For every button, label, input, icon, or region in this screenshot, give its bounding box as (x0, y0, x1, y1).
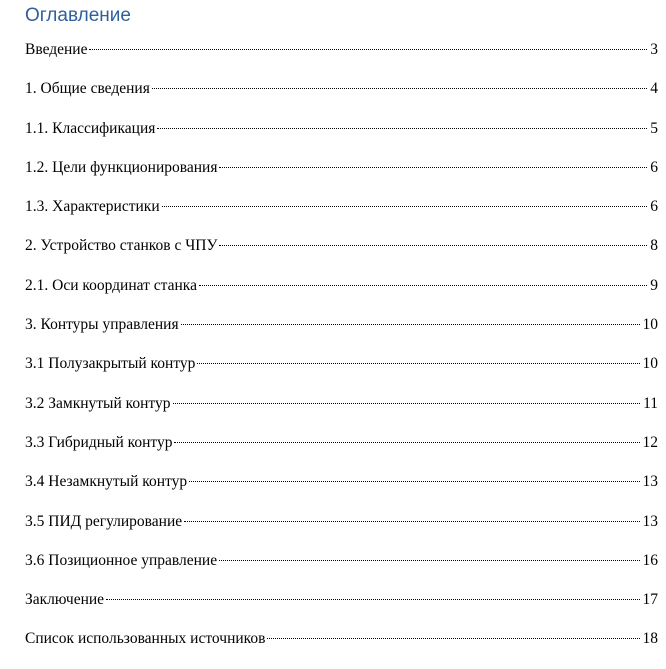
toc-entry-title: 3.2 Замкнутый контур (25, 394, 171, 412)
toc-entry-page: 10 (642, 355, 658, 373)
toc-entry-title: 3. Контуры управления (25, 316, 179, 334)
toc-entry-introduction[interactable] (25, 40, 658, 79)
toc-entry-page: 3 (650, 41, 658, 58)
toc-entry-title: 3.6 Позиционное управление (25, 551, 218, 569)
toc-entry-page: 17 (642, 591, 658, 609)
toc-entry-page: 18 (642, 630, 658, 648)
toc-entry-positional-control[interactable] (25, 551, 658, 590)
toc-entry-title: 1.3. Характеристики (25, 198, 160, 216)
toc-entry-title: 3.4 Незамкнутый контур (25, 473, 188, 491)
toc-entry-semi-closed-loop[interactable] (25, 354, 658, 393)
toc-entry-cnc-structure[interactable] (25, 236, 658, 275)
toc-entry-closed-loop[interactable] (25, 394, 658, 433)
toc-entry-page: 5 (650, 119, 658, 137)
toc-heading: Оглавление (25, 5, 131, 26)
toc-entry-general-info[interactable] (25, 79, 658, 118)
dot-leader (184, 521, 639, 522)
toc-entry-title: Список использованных источников (25, 630, 266, 648)
dot-leader (199, 285, 647, 286)
toc-entry-title: 1. Общие сведения (25, 80, 150, 98)
toc-entry-control-loops[interactable] (25, 315, 658, 354)
toc-entry-page: 6 (650, 198, 658, 216)
toc-entry-page: 8 (650, 237, 658, 255)
toc-entry-page: 16 (642, 551, 658, 569)
toc-entry-references[interactable] (25, 629, 658, 668)
toc-entry-page: 9 (650, 276, 658, 294)
toc-entry-page: 12 (642, 433, 658, 451)
toc-entry-classification[interactable] (25, 119, 658, 158)
toc-entry-pid[interactable] (25, 512, 658, 551)
dot-leader (174, 442, 639, 443)
toc-entry-characteristics[interactable] (25, 197, 658, 236)
toc-entry-hybrid-loop[interactable] (25, 433, 658, 472)
dot-leader (152, 88, 647, 89)
toc-entry-page: 11 (643, 394, 658, 412)
dot-leader (189, 481, 639, 482)
toc-entry-title: 3.3 Гибридный контур (25, 433, 173, 451)
dot-leader (106, 599, 639, 600)
dot-leader (197, 363, 639, 364)
dot-leader (181, 324, 640, 325)
toc-entry-title: 3.1 Полузакрытый контур (25, 355, 196, 373)
toc-entry-page: 6 (650, 158, 658, 176)
toc-entry-title: Заключение (25, 591, 105, 609)
toc-entry-page: 10 (642, 316, 658, 334)
toc-entry-title: 3.5 ПИД регулирование (25, 512, 183, 530)
toc-entry-axes[interactable] (25, 276, 658, 315)
dot-leader (157, 128, 647, 129)
toc-entry-title: 2.1. Оси координат станка (25, 276, 197, 294)
toc-entry-page: 13 (642, 512, 658, 530)
dot-leader (219, 167, 647, 168)
dot-leader (162, 206, 648, 207)
toc-entry-page: 13 (642, 473, 658, 491)
dot-leader (173, 403, 641, 404)
toc-entry-open-loop[interactable] (25, 472, 658, 511)
toc-entry-page: 4 (650, 80, 658, 98)
toc-entry-conclusion[interactable] (25, 590, 658, 629)
table-of-contents (25, 40, 658, 669)
dot-leader (89, 49, 647, 50)
toc-entry-title: Введение (25, 41, 88, 58)
toc-entry-title: 2. Устройство станков с ЧПУ (25, 237, 218, 255)
toc-entry-title: 1.1. Классификация (25, 119, 156, 137)
toc-entry-goals[interactable] (25, 158, 658, 197)
dot-leader (267, 638, 639, 639)
dot-leader (219, 560, 639, 561)
toc-entry-title: 1.2. Цели функционирования (25, 158, 218, 176)
dot-leader (219, 245, 647, 246)
